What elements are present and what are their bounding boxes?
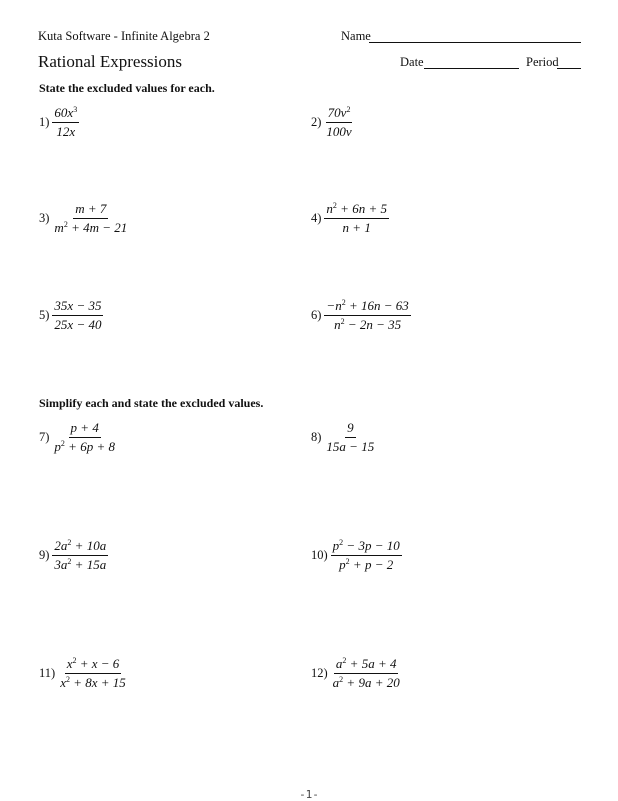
period-blank-line bbox=[557, 68, 581, 69]
numerator: $a^2 + 5a + 4$ bbox=[334, 656, 399, 674]
numerator: $n^2 + 6n + 5$ bbox=[324, 201, 389, 219]
fraction bbox=[324, 201, 389, 236]
denominator: $p^2 + 6p + 8$ bbox=[54, 439, 115, 454]
problem bbox=[311, 656, 402, 691]
numerator: $-n^2 + 16n - 63$ bbox=[324, 298, 410, 316]
fraction bbox=[331, 656, 402, 691]
problem-number: 4) bbox=[311, 211, 322, 225]
problem-number: 8) bbox=[311, 430, 322, 444]
problem-number: 12) bbox=[311, 666, 328, 680]
numerator: p + 4 bbox=[69, 420, 101, 438]
problem bbox=[39, 420, 117, 455]
numerator: $2a^2 + 10a$ bbox=[52, 538, 108, 556]
fraction bbox=[52, 420, 117, 455]
problem-number: 6) bbox=[311, 308, 322, 322]
problem bbox=[311, 105, 354, 140]
problem bbox=[311, 201, 389, 236]
denominator: 25x − 40 bbox=[54, 317, 102, 332]
problem-number: 3) bbox=[39, 211, 50, 225]
numerator: m + 7 bbox=[73, 201, 108, 219]
numerator: $70v^2$ bbox=[326, 105, 353, 123]
date-label: Date bbox=[400, 55, 424, 69]
problem bbox=[39, 298, 103, 333]
problem bbox=[311, 538, 402, 573]
fraction bbox=[324, 298, 410, 333]
denominator: 12x bbox=[56, 124, 76, 139]
problem bbox=[39, 656, 128, 691]
section-heading-excluded: State the excluded values for each. bbox=[39, 81, 215, 95]
fraction bbox=[331, 538, 402, 573]
publisher-label: Kuta Software - Infinite Algebra 2 bbox=[38, 29, 210, 43]
fraction bbox=[52, 105, 79, 140]
numerator: 9 bbox=[345, 420, 356, 438]
problem-number: 2) bbox=[311, 115, 322, 129]
date-blank-line bbox=[424, 68, 519, 69]
problem bbox=[39, 105, 79, 140]
problem-number: 5) bbox=[39, 308, 50, 322]
problem bbox=[311, 298, 411, 333]
section-heading-simplify: Simplify each and state the excluded values. bbox=[39, 396, 264, 410]
problem-number: 9) bbox=[39, 548, 50, 562]
denominator: 15a − 15 bbox=[326, 439, 375, 454]
problem-number: 11) bbox=[39, 666, 56, 680]
denominator: $m^2 + 4m - 21$ bbox=[54, 220, 128, 235]
problem-number: 10) bbox=[311, 548, 328, 562]
fraction bbox=[58, 656, 128, 691]
denominator: $n^2 - 2n - 35$ bbox=[334, 317, 402, 332]
numerator: $60x^3$ bbox=[52, 105, 79, 123]
numerator: $p^2 - 3p - 10$ bbox=[331, 538, 402, 556]
problem-number: 7) bbox=[39, 430, 50, 444]
denominator: $a^2 + 9a + 20$ bbox=[332, 675, 400, 690]
worksheet-title: Rational Expressions bbox=[38, 52, 183, 71]
page-number: -1- bbox=[299, 788, 319, 801]
fraction bbox=[324, 105, 353, 140]
denominator: 100v bbox=[326, 124, 352, 139]
denominator: $3a^2 + 15a$ bbox=[54, 557, 107, 572]
numerator: $x^2 + x - 6$ bbox=[65, 656, 122, 674]
numerator: 35x − 35 bbox=[52, 298, 103, 316]
problem bbox=[39, 538, 108, 573]
denominator: n + 1 bbox=[342, 220, 371, 235]
problem-number: 1) bbox=[39, 115, 50, 129]
fraction bbox=[52, 538, 108, 573]
denominator: $p^2 + p - 2$ bbox=[339, 557, 394, 572]
period-label: Period bbox=[526, 55, 559, 69]
fraction bbox=[324, 420, 376, 455]
problem bbox=[311, 420, 376, 455]
name-blank-line bbox=[369, 42, 581, 43]
fraction bbox=[52, 201, 129, 236]
denominator: $x^2 + 8x + 15$ bbox=[60, 675, 126, 690]
problem bbox=[39, 201, 129, 236]
fraction bbox=[52, 298, 103, 333]
name-label: Name bbox=[341, 29, 371, 43]
